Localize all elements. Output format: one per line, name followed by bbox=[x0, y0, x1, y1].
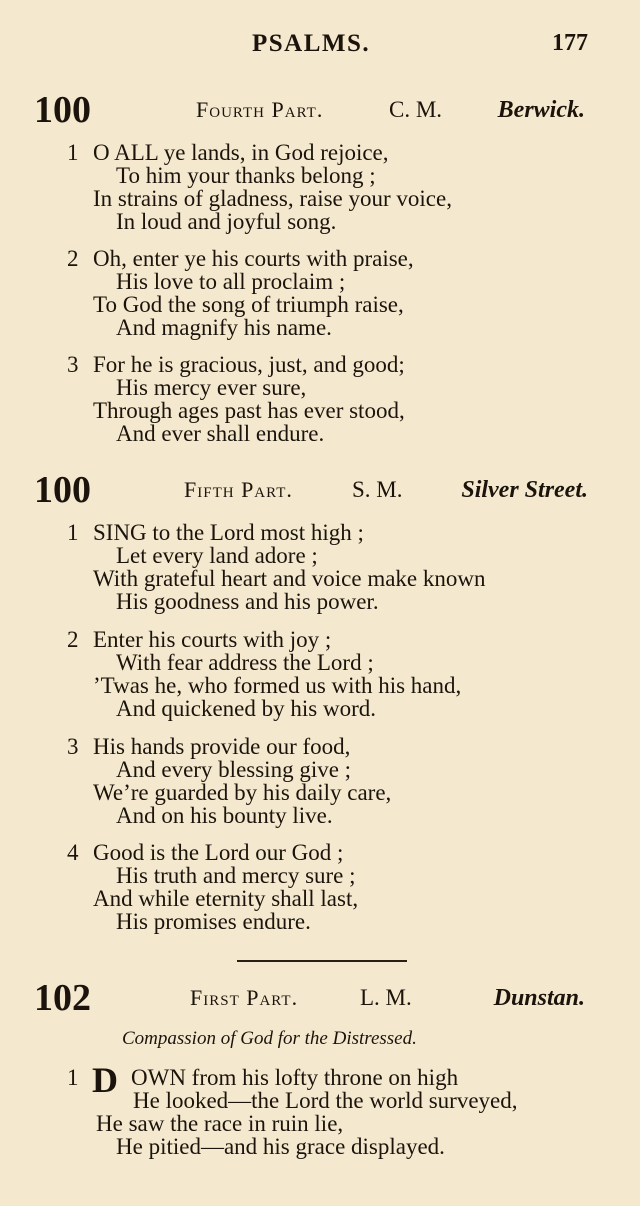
verse-line: He saw the race in ruin lie, bbox=[96, 1111, 344, 1136]
psalm-number: 102 bbox=[34, 977, 91, 1019]
verse-line: To God the song of triumph raise, bbox=[93, 292, 404, 317]
psalm-number: 100 bbox=[34, 89, 91, 131]
psalm-subtitle: Compassion of God for the Distressed. bbox=[122, 1028, 417, 1049]
verse-line: Good is the Lord our God ; bbox=[93, 840, 344, 865]
verse-line: And magnify his name. bbox=[116, 315, 332, 340]
verse-line: We’re guarded by his daily care, bbox=[93, 780, 392, 805]
verse-line: His promises endure. bbox=[116, 909, 311, 934]
psalm-meter: L. M. bbox=[360, 985, 412, 1010]
verse-line: Through ages past has ever stood, bbox=[93, 398, 405, 423]
psalm-number: 100 bbox=[34, 469, 91, 511]
page-number: 177 bbox=[552, 30, 588, 56]
running-head bbox=[0, 30, 640, 64]
verse-line: His goodness and his power. bbox=[116, 589, 379, 614]
verse-line: With fear address the Lord ; bbox=[116, 650, 374, 675]
stanza-number: 1 bbox=[67, 1065, 79, 1090]
verse-line: O ALL ye lands, in God rejoice, bbox=[93, 140, 389, 165]
verse-line: He pitied—and his grace displayed. bbox=[116, 1134, 445, 1159]
running-title: PSALMS. bbox=[252, 30, 371, 57]
stanza-number: 4 bbox=[67, 840, 79, 865]
verse-line: Enter his courts with joy ; bbox=[93, 627, 332, 652]
verse-line: And ever shall endure. bbox=[116, 421, 325, 446]
verse-line: For he is gracious, just, and good; bbox=[93, 352, 405, 377]
psalm-part: Fifth Part. bbox=[184, 477, 293, 502]
verse-line: His mercy ever sure, bbox=[116, 375, 307, 400]
verse-line: Let every land adore ; bbox=[116, 543, 318, 568]
verse-line: Oh, enter ye his courts with praise, bbox=[93, 246, 414, 271]
verse-line: His hands provide our food, bbox=[93, 734, 351, 759]
verse-line: To him your thanks belong ; bbox=[116, 163, 376, 188]
verse-line: His love to all proclaim ; bbox=[116, 269, 346, 294]
psalm-meter: C. M. bbox=[389, 97, 443, 122]
stanza-number: 3 bbox=[67, 734, 79, 759]
stanza-number: 1 bbox=[67, 140, 79, 165]
verse-line: And every blessing give ; bbox=[116, 757, 352, 782]
verse-line: And quickened by his word. bbox=[116, 696, 376, 721]
verse-line: In strains of gladness, raise your voice, bbox=[93, 186, 452, 211]
psalm-part: Fourth Part. bbox=[196, 97, 324, 122]
tune-name: Berwick. bbox=[497, 97, 585, 123]
verse-line: OWN from his lofty throne on high bbox=[131, 1065, 459, 1090]
stanza-number: 3 bbox=[67, 352, 79, 377]
psalm-heading bbox=[0, 88, 640, 132]
tune-name: Silver Street. bbox=[461, 477, 588, 503]
stanza-number: 1 bbox=[67, 520, 79, 545]
verse-line: And on his bounty live. bbox=[116, 803, 333, 828]
tune-name: Dunstan. bbox=[493, 985, 585, 1011]
psalm-meter: S. M. bbox=[352, 477, 403, 502]
psalm-heading bbox=[0, 468, 640, 512]
stanza-number: 2 bbox=[67, 627, 79, 652]
verse-line: With grateful heart and voice make known bbox=[93, 566, 486, 591]
psalm-part: First Part. bbox=[190, 985, 299, 1010]
section-divider bbox=[237, 960, 407, 962]
stanza-number: 2 bbox=[67, 246, 79, 271]
verse-line: And while eternity shall last, bbox=[93, 886, 359, 911]
verse-line: In loud and joyful song. bbox=[116, 209, 337, 234]
drop-cap: D bbox=[92, 1060, 118, 1100]
verse-line: SING to the Lord most high ; bbox=[93, 520, 364, 545]
psalm-heading bbox=[0, 976, 640, 1020]
verse-line: ’Twas he, who formed us with his hand, bbox=[93, 673, 462, 698]
verse-line: His truth and mercy sure ; bbox=[116, 863, 356, 888]
verse-line: He looked—the Lord the world surveyed, bbox=[133, 1088, 518, 1113]
